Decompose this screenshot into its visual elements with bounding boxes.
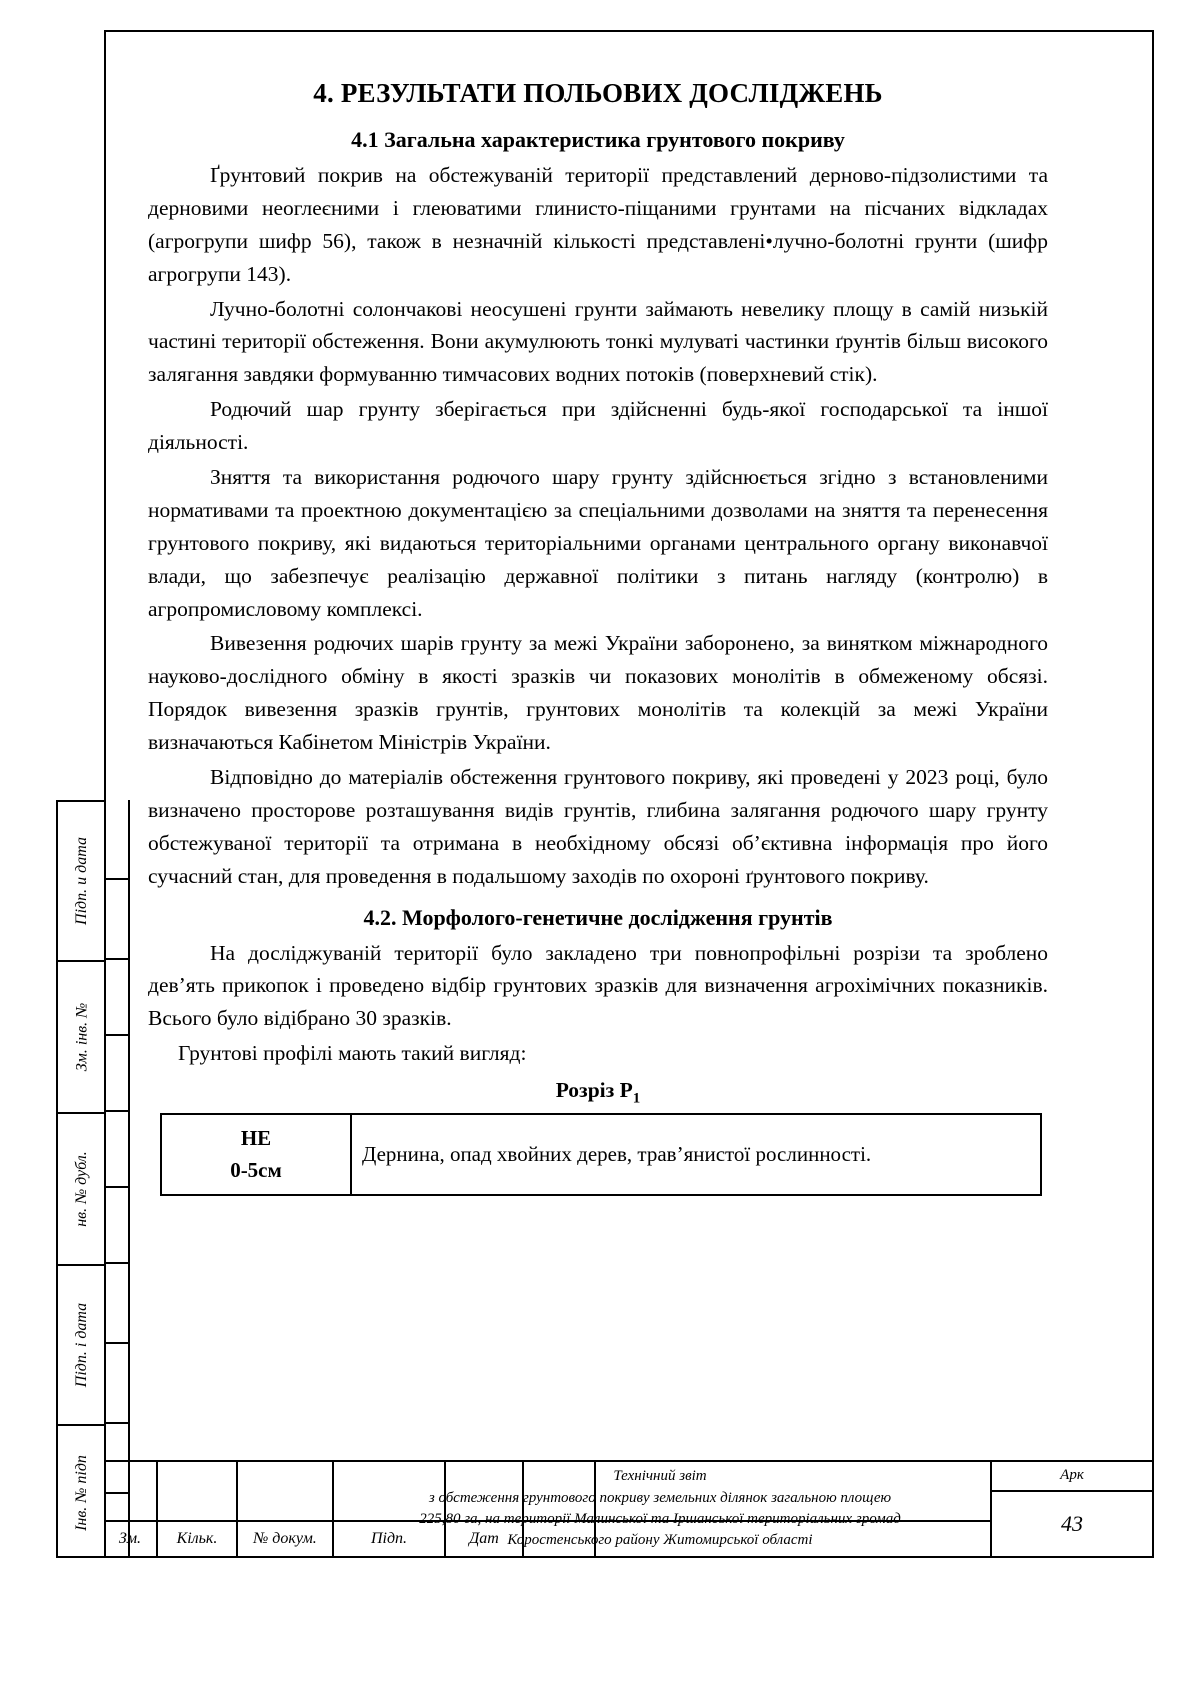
stamp-tick: [104, 1264, 130, 1344]
stamp-label: Інв. № підп: [73, 1455, 90, 1531]
tb-col-zm: Зм.: [118, 1530, 142, 1547]
stamp-label: Зм. інв. №: [73, 1002, 91, 1072]
page-number: 43: [1061, 1511, 1083, 1536]
paragraph: Родючий шар грунту зберігається при здійсненні будь-якої господарської та іншої діяльності.: [148, 397, 1048, 455]
tb-col-kilk: Кільк.: [176, 1530, 218, 1547]
profile-lead-in: Грунтові профілі мають такий вигляд:: [178, 1041, 527, 1066]
stamp-cell-pidp-i-data: [58, 1266, 106, 1426]
stamp-label: Підп. и дата: [73, 837, 90, 925]
stamp-label: Підп. і дата: [73, 1302, 91, 1388]
soil-profile-table: [160, 1113, 1042, 1196]
stamp-tick: [104, 1036, 130, 1112]
stamp-label: нв. № дубл.: [73, 1151, 91, 1227]
profile-label-index: 1: [632, 1090, 641, 1107]
stamp-tick: [104, 1112, 130, 1188]
left-stamp-tick-column: [104, 800, 130, 1558]
paragraph: Вивезення родючих шарів грунту за межі України заборонено, за винятком міжнародного науково-дослідного обміну в якості зразків чи показових монолітів в обмеженому обсязі. Порядок вивезення зразків грунтів, грунтових монолітів та колекцій за межі України визначаються Кабінетом Міністрів України.: [148, 631, 1048, 755]
tb-col-nomer-dokum: № докум.: [253, 1530, 317, 1547]
section-heading-4-1: 4.1 Загальна характеристика грунтового покриву: [351, 127, 845, 152]
stamp-tick: [104, 960, 130, 1036]
tb-line-4: Коростенського району Житомирської області: [507, 1532, 813, 1549]
profile-label: [148, 1078, 1048, 1107]
tb-col-dat: Дат: [469, 1530, 499, 1547]
stamp-cell-zm-inv: [58, 962, 106, 1114]
profile-label-text: Розріз Р: [555, 1078, 633, 1103]
tb-col-pidp: Підп.: [370, 1530, 408, 1547]
stamp-tick: [104, 1344, 130, 1424]
tb-line-2: з обстеження грунтового покриву земельних ділянок загальною площею: [428, 1489, 892, 1506]
section-heading-4-2: 4.2. Морфолого-генетичне дослідження грунтів: [363, 904, 833, 930]
horizon-code: НЕ: [240, 1126, 272, 1151]
paragraph: Відповідно до матеріалів обстеження грунтового покриву, які проведені у 2023 році, було визначено просторове розташування видів грунтів, глибина залягання родючого шару грунту обстежуваної території та отримана в необхідному обсязі об’єктивна інформація про його сучасний стан, для проведення в подальшому заходів по охороні ґрунтового покриву.: [148, 765, 1048, 888]
horizon-description: Дернина, опад хвойних дерев, трав’янистої рослинності.: [351, 1114, 1041, 1195]
paragraph: На досліджуваній території було закладено три повнопрофільні розрізи та зроблено дев’ять прикопок і проведено відбір грунтових зразків для визначення агрохімічних показників. Всього було відібрано 30 зразків.: [148, 940, 1048, 1031]
stamp-cell-inv-pidp: [58, 1426, 106, 1560]
stamp-tick: [104, 800, 130, 880]
horizon-depth: 0-5см: [230, 1157, 282, 1182]
paragraph: Зняття та використання родючого шару грунту здійснюється згідно з встановленими нормативами та проектною документацією за спеціальними дозволами на зняття та перенесення грунтового покриву, які видаються територіальними органами центрального органу виконавчої влади, що забезпечує реалізацію державної політики з питань нагляду (контролю) в агропромисловому комплексі.: [148, 465, 1048, 621]
title-block-sheet: [990, 1460, 1154, 1558]
stamp-tick: [104, 1188, 130, 1264]
horizon-cell: [161, 1114, 351, 1195]
left-stamp-column: [56, 800, 104, 1558]
sheet-label: Арк: [1060, 1466, 1084, 1483]
table-row: [161, 1114, 1041, 1195]
stamp-cell-inv-dubl: [58, 1114, 106, 1266]
tb-line-3: 225,80 га, на території Малинської та Іршанської територіальних громад: [419, 1511, 901, 1527]
paragraph: Ґрунтовий покрив на обстежуваній території представлений дерново-підзолистими та дерновими неоглеєними і глеюватими глинисто-піщаними грунтами на пісчаних відкладах (агрогрупи шифр 56), також в незначній кількості представлені•лучно-болотні грунти (шифр агрогрупи 143).: [148, 163, 1048, 286]
stamp-tick: [104, 880, 130, 960]
paragraph: Лучно-болотні солончакові неосушені грунти займають невелику площу в самій низькій частині території обстеження. Вони акумулюють тонкі мулуваті частинки ґрунтів більш високого залягання завдяки формуванню тимчасових водних потоків (поверхневий стік).: [148, 296, 1048, 387]
title-block-column-headers: [104, 1520, 990, 1558]
page-title: 4. РЕЗУЛЬТАТИ ПОЛЬОВИХ ДОСЛІДЖЕНЬ: [313, 78, 883, 108]
tb-line-1: Технічний звіт: [613, 1468, 707, 1485]
stamp-cell-pidp-i-data-top: [58, 802, 106, 962]
document-body: [148, 78, 1048, 1196]
